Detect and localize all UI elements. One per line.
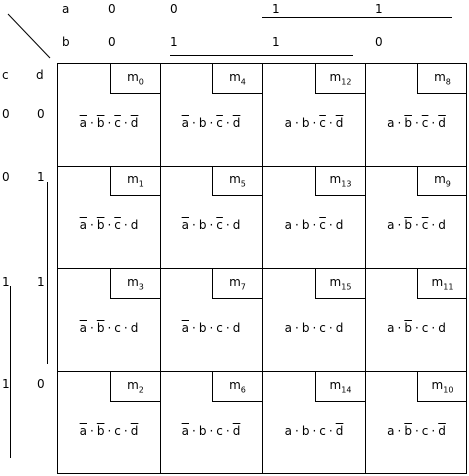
negated-literal: $\overline{b}$	[96, 321, 105, 335]
and-dot: ·	[431, 218, 436, 232]
and-dot: ·	[90, 116, 94, 130]
col-a-value: 0	[170, 2, 178, 16]
negated-literal: $\overline{b}$	[96, 218, 105, 232]
negated-literal: $\overline{c}$	[421, 116, 429, 130]
kmap-cell	[58, 166, 161, 269]
literal: d	[232, 321, 241, 335]
negated-literal: $\overline{c}$	[421, 218, 429, 232]
product-term	[58, 321, 160, 335]
var-a-label: a	[62, 2, 70, 16]
negated-literal: $\overline{c}$	[216, 218, 223, 232]
and-dot: ·	[90, 424, 94, 438]
and-dot: ·	[431, 321, 436, 335]
var-d-label: d	[36, 68, 44, 82]
negated-literal: $\overline{d}$	[232, 116, 241, 130]
and-dot: ·	[328, 116, 333, 130]
negated-literal: $\overline{a}$	[79, 321, 87, 335]
literal: c	[216, 424, 223, 438]
literal: d	[438, 218, 446, 232]
row-c-value: 0	[2, 107, 10, 121]
negated-literal: $\overline{b}$	[96, 116, 105, 130]
and-dot: ·	[414, 321, 419, 335]
and-dot: ·	[209, 218, 214, 232]
karnaugh-map-grid	[57, 63, 467, 474]
and-dot: ·	[328, 424, 333, 438]
kmap-cell	[366, 166, 467, 269]
literal: c	[114, 424, 121, 438]
kmap-cell	[263, 372, 366, 473]
and-dot: ·	[123, 424, 128, 438]
literal: a	[284, 424, 292, 438]
negated-literal: $\overline{a}$	[79, 116, 87, 130]
negated-literal: $\overline{a}$	[181, 116, 189, 130]
literal: d	[335, 218, 344, 232]
minterm-label: $m_{12}$	[315, 64, 365, 94]
and-dot: ·	[123, 116, 128, 130]
and-dot: ·	[431, 116, 436, 130]
and-dot: ·	[107, 218, 112, 232]
var-c-label: c	[2, 68, 9, 82]
col-b-value: 0	[108, 35, 116, 49]
minterm-label: $m_1$	[110, 166, 160, 196]
product-term	[160, 218, 262, 232]
minterm-label: $m_0$	[110, 64, 160, 94]
corner-diagonal	[0, 0, 60, 70]
negated-literal: $\overline{b}$	[96, 424, 105, 438]
kmap-cell	[366, 372, 467, 473]
minterm-label: $m_8$	[417, 64, 467, 94]
literal: d	[130, 218, 139, 232]
literal: a	[387, 218, 395, 232]
and-dot: ·	[107, 424, 112, 438]
kmap-cell	[160, 64, 263, 167]
literal: d	[438, 321, 446, 335]
and-dot: ·	[397, 218, 402, 232]
negated-literal: $\overline{d}$	[130, 424, 139, 438]
and-dot: ·	[328, 218, 333, 232]
literal: b	[198, 321, 207, 335]
kmap-cell	[263, 269, 366, 372]
product-term	[58, 116, 160, 130]
kmap-cell	[366, 269, 467, 372]
and-dot: ·	[295, 424, 299, 438]
negated-literal: $\overline{c}$	[114, 116, 121, 130]
minterm-label: $m_{14}$	[315, 372, 365, 402]
negated-literal: $\overline{d}$	[438, 424, 446, 438]
and-dot: ·	[123, 218, 128, 232]
and-dot: ·	[328, 321, 333, 335]
product-term	[366, 321, 467, 335]
literal: b	[198, 424, 207, 438]
literal: b	[301, 321, 310, 335]
literal: c	[421, 321, 429, 335]
and-dot: ·	[397, 321, 402, 335]
product-term	[366, 218, 467, 232]
kmap-cell	[160, 166, 263, 269]
minterm-label: $m_{10}$	[417, 372, 467, 402]
product-term	[160, 321, 262, 335]
negated-literal: $\overline{d}$	[335, 424, 344, 438]
product-term	[160, 116, 262, 130]
product-term	[366, 116, 467, 130]
and-dot: ·	[312, 116, 317, 130]
col-b-value: 1	[272, 35, 280, 49]
minterm-label: $m_7$	[212, 269, 262, 299]
product-term	[263, 116, 365, 130]
and-dot: ·	[225, 218, 230, 232]
negated-literal: $\overline{b}$	[404, 424, 412, 438]
row-c-value: 1	[2, 275, 10, 289]
and-dot: ·	[414, 424, 419, 438]
literal: d	[130, 321, 139, 335]
negated-literal: $\overline{a}$	[181, 424, 189, 438]
literal: b	[301, 218, 310, 232]
kmap-cell	[58, 269, 161, 372]
d-span-line	[47, 182, 48, 364]
literal: a	[284, 116, 292, 130]
col-b-value: 0	[375, 35, 383, 49]
negated-literal: $\overline{b}$	[404, 321, 412, 335]
and-dot: ·	[312, 321, 317, 335]
negated-literal: $\overline{b}$	[404, 218, 412, 232]
product-term	[366, 424, 467, 438]
and-dot: ·	[225, 116, 230, 130]
minterm-label: $m_9$	[417, 166, 467, 196]
and-dot: ·	[192, 424, 196, 438]
and-dot: ·	[90, 321, 94, 335]
negated-literal: $\overline{d}$	[438, 116, 446, 130]
row-d-value: 1	[37, 170, 45, 184]
minterm-label: $m_5$	[212, 166, 262, 196]
literal: a	[284, 218, 292, 232]
literal: b	[301, 116, 310, 130]
and-dot: ·	[209, 116, 214, 130]
and-dot: ·	[295, 116, 299, 130]
literal: d	[335, 321, 344, 335]
minterm-label: $m_6$	[212, 372, 262, 402]
and-dot: ·	[123, 321, 128, 335]
and-dot: ·	[192, 116, 196, 130]
minterm-label: $m_{13}$	[315, 166, 365, 196]
literal: a	[387, 424, 395, 438]
literal: b	[198, 116, 207, 130]
c-span-line	[10, 286, 11, 458]
and-dot: ·	[295, 321, 299, 335]
literal: c	[421, 424, 429, 438]
and-dot: ·	[192, 218, 196, 232]
negated-literal: $\overline{c}$	[216, 116, 223, 130]
negated-literal: $\overline{c}$	[114, 218, 121, 232]
kmap-cell	[366, 64, 467, 167]
and-dot: ·	[414, 116, 419, 130]
literal: b	[198, 218, 207, 232]
negated-literal: $\overline{a}$	[79, 424, 87, 438]
and-dot: ·	[209, 424, 214, 438]
col-a-value: 0	[108, 2, 116, 16]
kmap-cell	[160, 372, 263, 473]
and-dot: ·	[192, 321, 196, 335]
minterm-label: $m_4$	[212, 64, 262, 94]
product-term	[263, 218, 365, 232]
and-dot: ·	[209, 321, 214, 335]
and-dot: ·	[312, 218, 317, 232]
and-dot: ·	[225, 321, 230, 335]
kmap-cell	[160, 269, 263, 372]
product-term	[58, 218, 160, 232]
and-dot: ·	[431, 424, 436, 438]
literal: c	[319, 321, 326, 335]
minterm-label: $m_2$	[110, 372, 160, 402]
minterm-label: $m_{15}$	[315, 269, 365, 299]
row-d-value: 1	[37, 275, 45, 289]
b-span-line	[170, 55, 353, 56]
negated-literal: $\overline{c}$	[319, 116, 326, 130]
col-b-value: 1	[170, 35, 178, 49]
row-d-value: 0	[37, 377, 45, 391]
product-term	[160, 424, 262, 438]
product-term	[263, 424, 365, 438]
var-b-label: b	[62, 35, 70, 49]
negated-literal: $\overline{c}$	[319, 218, 326, 232]
negated-literal: $\overline{a}$	[79, 218, 87, 232]
product-term	[263, 321, 365, 335]
kmap-cell	[58, 372, 161, 473]
literal: a	[387, 116, 395, 130]
and-dot: ·	[107, 321, 112, 335]
kmap-cell	[263, 64, 366, 167]
negated-literal: $\overline{d}$	[130, 116, 139, 130]
a-span-line	[262, 17, 452, 18]
col-a-value: 1	[272, 2, 280, 16]
minterm-label: $m_{11}$	[417, 269, 467, 299]
negated-literal: $\overline{d}$	[335, 116, 344, 130]
and-dot: ·	[414, 218, 419, 232]
row-d-value: 0	[37, 107, 45, 121]
product-term	[58, 424, 160, 438]
negated-literal: $\overline{a}$	[181, 321, 189, 335]
and-dot: ·	[312, 424, 317, 438]
literal: d	[232, 218, 241, 232]
negated-literal: $\overline{a}$	[181, 218, 189, 232]
row-c-value: 1	[2, 377, 10, 391]
row-c-value: 0	[2, 170, 10, 184]
and-dot: ·	[225, 424, 230, 438]
literal: c	[114, 321, 121, 335]
negated-literal: $\overline{b}$	[404, 116, 412, 130]
literal: b	[301, 424, 310, 438]
literal: c	[319, 424, 326, 438]
literal: c	[216, 321, 223, 335]
and-dot: ·	[107, 116, 112, 130]
negated-literal: $\overline{d}$	[232, 424, 241, 438]
and-dot: ·	[397, 116, 402, 130]
col-a-value: 1	[375, 2, 383, 16]
kmap-cell	[58, 64, 161, 167]
kmap-cell	[263, 166, 366, 269]
and-dot: ·	[295, 218, 299, 232]
literal: a	[387, 321, 395, 335]
literal: a	[284, 321, 292, 335]
and-dot: ·	[90, 218, 94, 232]
and-dot: ·	[397, 424, 402, 438]
minterm-label: $m_3$	[110, 269, 160, 299]
